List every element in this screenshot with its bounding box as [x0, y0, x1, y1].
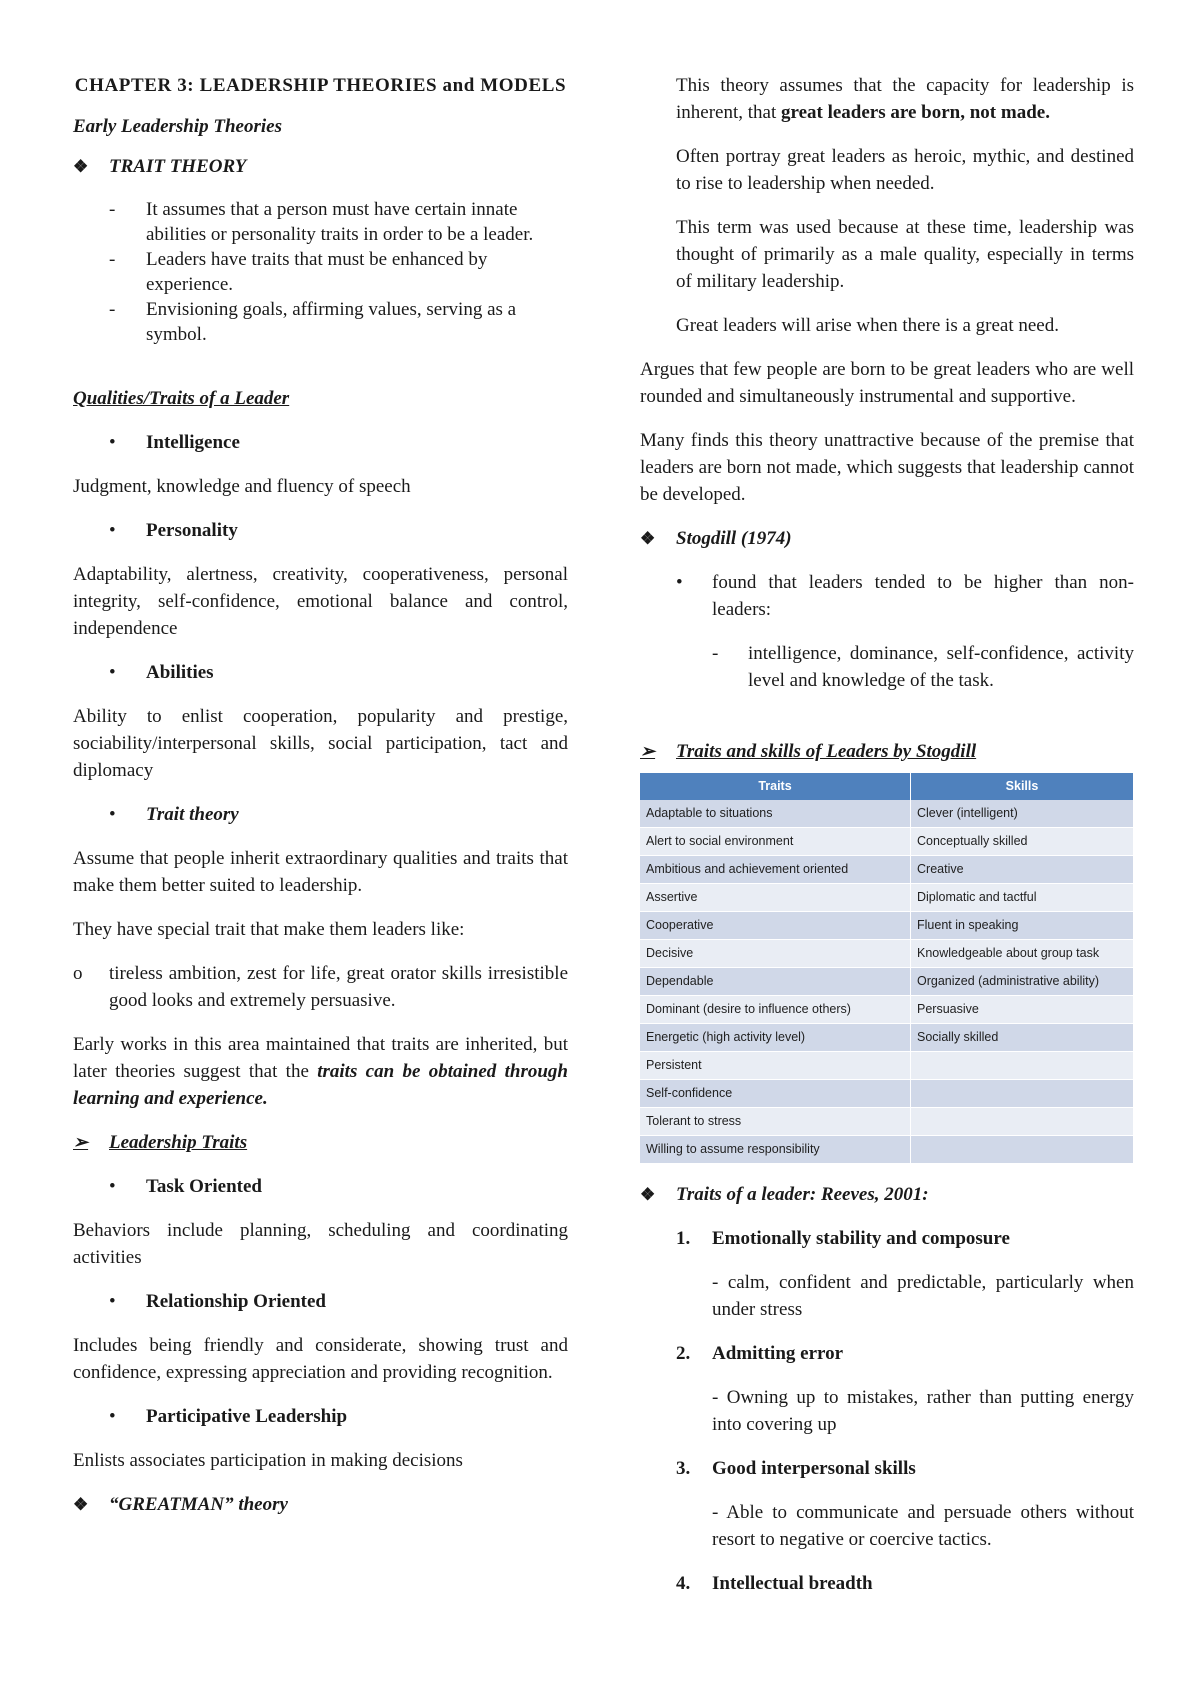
- qualities-heading: Qualities/Traits of a Leader: [73, 388, 290, 409]
- abilities-text: Ability to enlist cooperation, popularity and prestige, sociability/interpersonal skills, social participation, tact and diplomacy: [73, 706, 568, 781]
- table-row: [640, 968, 1134, 996]
- reeves-item-description: - Owning up to mistakes, rather than putting energy into covering up: [712, 1387, 1134, 1435]
- trait-cell: Energetic (high activity level): [640, 1024, 911, 1052]
- stogdill-heading: ❖ Stogdill (1974): [640, 525, 1134, 552]
- intelligence-text: Judgment, knowledge and fluency of speech: [73, 476, 411, 497]
- traits-column-header: Traits: [640, 773, 911, 800]
- trait-cell: Ambitious and achievement oriented: [640, 856, 911, 884]
- table-row: [640, 800, 1134, 828]
- skill-cell: [911, 1136, 1134, 1164]
- table-row: [640, 912, 1134, 940]
- bullet-icon: •: [676, 572, 683, 593]
- greatman-heading: ❖ “GREATMAN” theory: [73, 1491, 568, 1518]
- arrow-bullet-icon: ➢: [73, 1132, 89, 1152]
- trait-cell: Assertive: [640, 884, 911, 912]
- trait-cell: Alert to social environment: [640, 828, 911, 856]
- trait-cell: Willing to assume responsibility: [640, 1136, 911, 1164]
- bullet-icon: •: [109, 520, 116, 541]
- greatman-paragraph-2: Often portray great leaders as heroic, mythic, and destined to rise to leadership when needed.: [676, 146, 1134, 194]
- special-trait-text: They have special trait that make them leaders like:: [73, 919, 465, 940]
- diamond-bullet-icon: ❖: [640, 529, 656, 548]
- table-row: [640, 884, 1134, 912]
- diamond-bullet-icon: ❖: [73, 1495, 89, 1514]
- trait-cell: Decisive: [640, 940, 911, 968]
- argues-text: Argues that few people are born to be great leaders who are well rounded and simultaneously instrumental and supportive.: [640, 359, 1134, 407]
- arrow-bullet-icon: ➢: [640, 741, 656, 761]
- list-item: - Leaders have traits that must be enhanced by experience.: [109, 249, 488, 295]
- diamond-bullet-icon: ❖: [73, 157, 89, 176]
- skill-cell: Clever (intelligent): [911, 800, 1134, 828]
- many-finds-text: Many finds this theory unattractive because of the premise that leaders are born not made, which suggests that leadership cannot be developed.: [640, 430, 1134, 505]
- table-row: [640, 856, 1134, 884]
- intelligence-heading: • Intelligence: [73, 429, 568, 456]
- trait-cell: Persistent: [640, 1052, 911, 1080]
- relationship-oriented-text: Includes being friendly and considerate, showing trust and confidence, expressing appreciation and providing recognition.: [73, 1335, 568, 1383]
- table-header-row: [640, 773, 1134, 800]
- task-oriented-heading: • Task Oriented: [73, 1173, 568, 1200]
- right-column: [640, 72, 1134, 1614]
- leadership-traits-heading: ➢ Leadership Traits: [73, 1129, 568, 1156]
- skill-cell: [911, 1108, 1134, 1136]
- reeves-heading: ❖ Traits of a leader: Reeves, 2001:: [640, 1181, 1134, 1208]
- trait-cell: Dependable: [640, 968, 911, 996]
- trait-cell: Tolerant to stress: [640, 1108, 911, 1136]
- diamond-bullet-icon: ❖: [640, 1185, 656, 1204]
- special-trait-item: o tireless ambition, zest for life, great orator skills irresistible good looks and extremely persuasive.: [73, 963, 568, 1011]
- bullet-icon: •: [109, 1176, 116, 1197]
- trait-theory-list: [73, 197, 568, 347]
- table-row: [640, 1108, 1134, 1136]
- table-row: [640, 940, 1134, 968]
- trait-cell: Cooperative: [640, 912, 911, 940]
- reeves-item-description: - Able to communicate and persuade others without resort to negative or coercive tactics.: [712, 1502, 1134, 1550]
- greatman-paragraph-3: This term was used because at these time, leadership was thought of primarily as a male quality, especially in terms of military leadership.: [676, 217, 1134, 292]
- reeves-item-title: 3. Good interpersonal skills: [676, 1458, 916, 1479]
- stogdill-point: • found that leaders tended to be higher than non-leaders:: [676, 569, 1134, 623]
- early-works-text: Early works in this area maintained that traits are inherited, but later theories suggest that the traits can be obtained through learning and experience.: [73, 1034, 568, 1109]
- trait-cell: Self-confidence: [640, 1080, 911, 1108]
- reeves-item-title: 2. Admitting error: [676, 1343, 844, 1364]
- skill-cell: [911, 1080, 1134, 1108]
- trait-theory-heading: ❖ TRAIT THEORY: [73, 153, 568, 180]
- bullet-icon: •: [109, 1406, 116, 1427]
- traits-table-body: [640, 800, 1134, 1164]
- greatman-paragraph-1: This theory assumes that the capacity for leadership is inherent, that great leaders are born, not made.: [676, 75, 1134, 123]
- bullet-icon: •: [109, 662, 116, 683]
- trait-cell: Dominant (desire to influence others): [640, 996, 911, 1024]
- bullet-icon: •: [109, 1291, 116, 1312]
- chapter-title: CHAPTER 3: LEADERSHIP THEORIES and MODELS: [74, 75, 567, 96]
- trait-theory-text: Assume that people inherit extraordinary qualities and traits that make them better suited to leadership.: [73, 848, 568, 896]
- bullet-icon: •: [109, 804, 116, 825]
- traits-skills-table-heading: ➢ Traits and skills of Leaders by Stogdill: [640, 738, 1134, 765]
- table-row: [640, 1136, 1134, 1164]
- personality-text: Adaptability, alertness, creativity, cooperativeness, personal integrity, self-confidence, emotional balance and control, independence: [73, 564, 568, 639]
- stogdill-sub-point: - intelligence, dominance, self-confidence, activity level and knowledge of the task.: [712, 643, 1134, 691]
- reeves-item-title: 1. Emotionally stability and composure: [676, 1228, 1010, 1249]
- reeves-list: [640, 1225, 1134, 1597]
- skill-cell: Conceptually skilled: [911, 828, 1134, 856]
- participative-heading: • Participative Leadership: [73, 1403, 568, 1430]
- skill-cell: Creative: [911, 856, 1134, 884]
- skill-cell: Socially skilled: [911, 1024, 1134, 1052]
- personality-heading: • Personality: [73, 517, 568, 544]
- trait-cell: Adaptable to situations: [640, 800, 911, 828]
- table-row: [640, 996, 1134, 1024]
- skill-cell: Knowledgeable about group task: [911, 940, 1134, 968]
- list-item: - It assumes that a person must have certain innate abilities or personality traits in order to be a leader.: [109, 199, 534, 245]
- table-row: [640, 1080, 1134, 1108]
- bullet-icon: •: [109, 432, 116, 453]
- table-row: [640, 1024, 1134, 1052]
- skill-cell: Organized (administrative ability): [911, 968, 1134, 996]
- reeves-item-description: - calm, confident and predictable, particularly when under stress: [712, 1272, 1134, 1320]
- table-row: [640, 828, 1134, 856]
- greatman-paragraph-4: Great leaders will arise when there is a great need.: [676, 315, 1059, 336]
- participative-text: Enlists associates participation in making decisions: [73, 1450, 463, 1471]
- skill-cell: Diplomatic and tactful: [911, 884, 1134, 912]
- task-oriented-text: Behaviors include planning, scheduling and coordinating activities: [73, 1220, 568, 1268]
- skill-cell: Persuasive: [911, 996, 1134, 1024]
- list-item: - Envisioning goals, affirming values, serving as a symbol.: [109, 299, 517, 345]
- abilities-heading: • Abilities: [73, 659, 568, 686]
- trait-theory-sub-heading: • Trait theory: [73, 801, 568, 828]
- relationship-oriented-heading: • Relationship Oriented: [73, 1288, 568, 1315]
- table-row: [640, 1052, 1134, 1080]
- early-theories-heading: Early Leadership Theories: [73, 116, 282, 137]
- reeves-item-title: 4. Intellectual breadth: [676, 1573, 873, 1594]
- skill-cell: [911, 1052, 1134, 1080]
- traits-skills-table: [640, 773, 1134, 1164]
- skills-column-header: Skills: [911, 773, 1134, 800]
- left-column: [73, 72, 568, 1535]
- skill-cell: Fluent in speaking: [911, 912, 1134, 940]
